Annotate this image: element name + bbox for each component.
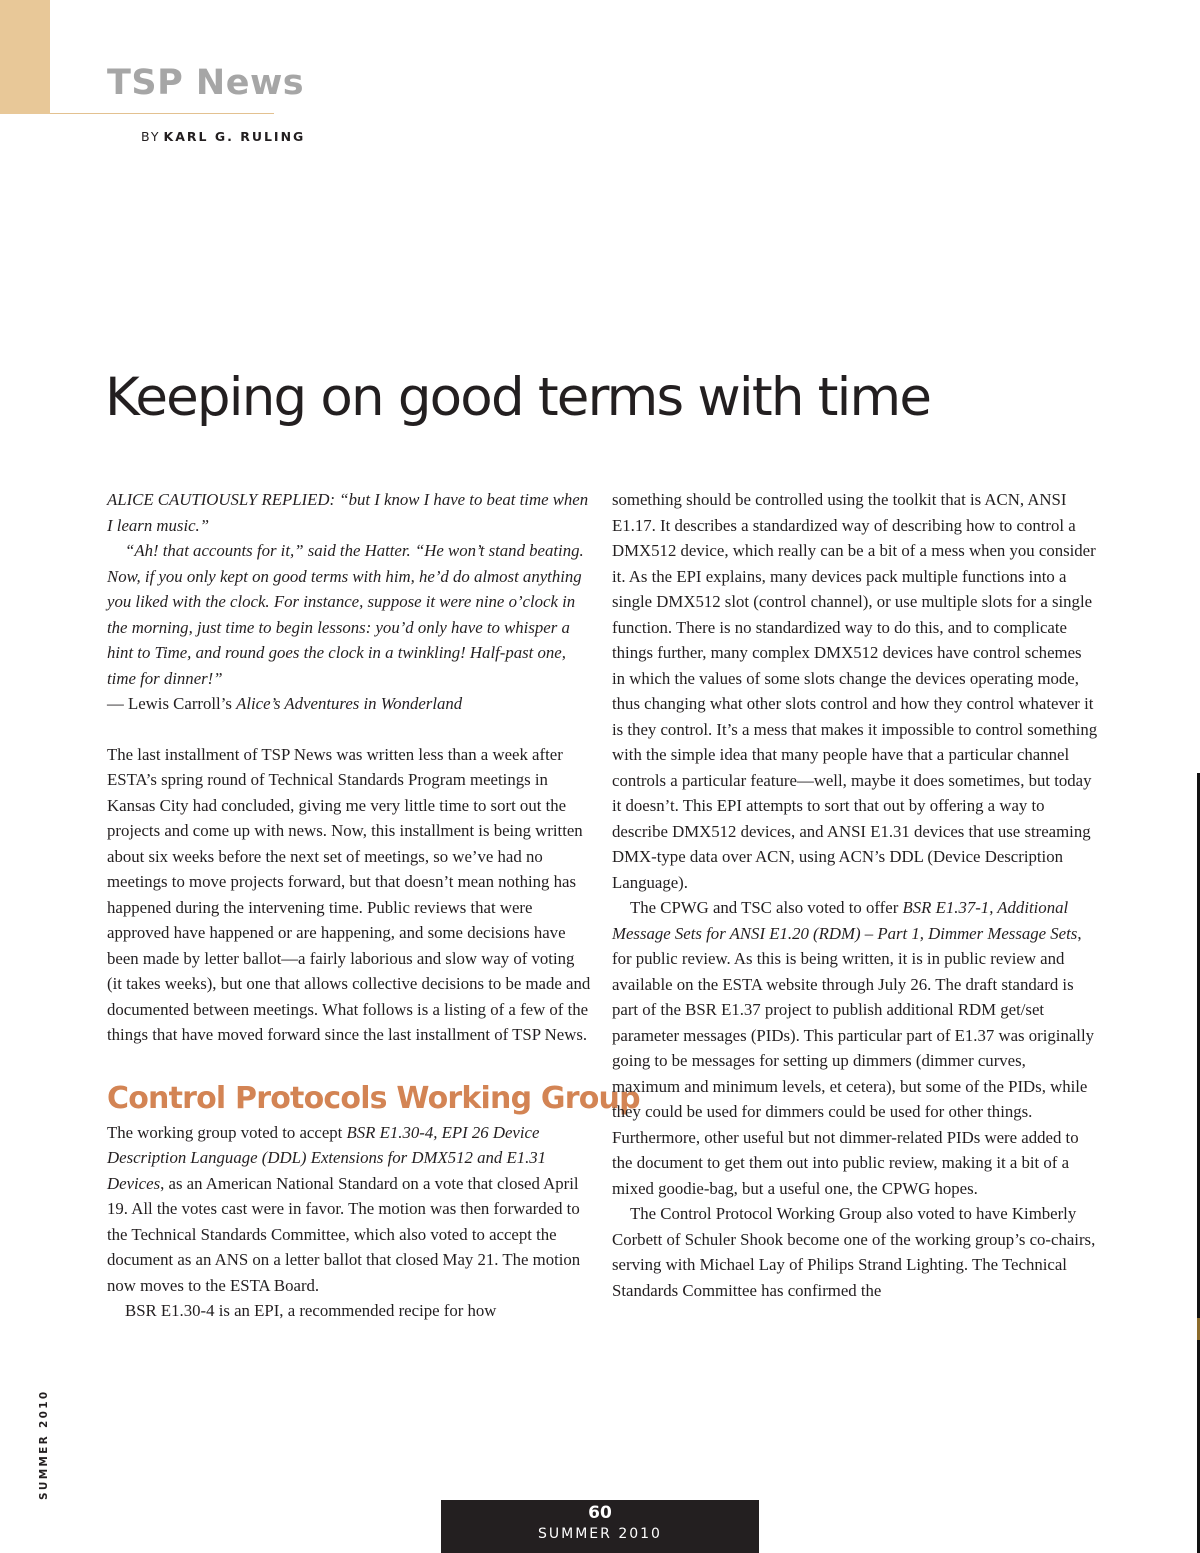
byline [141,129,305,144]
page-footer [441,1500,759,1553]
epigraph-line-2: “Ah! that accounts for it,” said the Hatter. “He won’t stand beating. Now, if you only kept on good terms with him, he’d do almost anything you liked with the clock. For instance, suppose it were nine o’clock in the morning, just time to begin lessons: you’d only have to whisper a hint to Time, and round goes the clock in a twinkling! Half-past one, time for dinner!” [107,541,584,688]
paragraph-epi-start: BSR E1.30-4 is an EPI, a recommended recipe for how [125,1301,497,1320]
corner-color-tab [0,0,50,114]
paragraph-co-chairs: The Control Protocol Working Group also voted to have Kimberly Corbett of Schuler Shook become one of the working group’s co-chairs, serving with Michael Lay of Philips Strand Lighting. The Technical Standards Committee has confirmed the [612,1204,1096,1300]
byline-prefix: BY [141,129,161,144]
intro-paragraph: The last installment of TSP News was written less than a week after ESTA’s spring round of Technical Standards Program meetings in Kansas City had concluded, giving me very little time to sort out the projects and come up with news. Now, this installment is being written about six weeks before the next set of meetings, so we’ve had no meetings to move projects forward, but that doesn’t mean nothing has happened during the intervening time. Public reviews that were approved have happened or are happening, and some decisions have been made by letter ballot—a fairly laborious and slow way of voting (it takes weeks), but one that allows collective decisions to be made and documented between meetings. What follows is a listing of a few of the things that have moved forward since the last installment of TSP News. [107,744,591,1044]
p1-text-b: , as an American National Standard on a vote that closed April 19. All the votes cast were in favor. The motion was then forwarded to the Technical Standards Committee, which also voted to accept the document as an ANS on a letter ballot that closed May 21. The motion now moves to the ESTA Board. [107,1173,581,1295]
paragraph-cpwg-vote [107,1120,593,1299]
page-number: 60 [588,1503,612,1523]
attribution-author: — Lewis Carroll’s [107,694,237,713]
footer-issue-label: SUMMER 2010 [538,1526,662,1542]
paragraph-rdm-review [612,895,1098,1201]
epigraph-line-1: ALICE CAUTIOUSLY REPLIED: “but I know I have to beat time when I learn music.” [107,490,589,535]
subhead-control-protocols: Control Protocols Working Group [107,1080,640,1116]
p1-text-a: The working group voted to accept [107,1122,347,1142]
article-column-left [107,487,640,1324]
header-rule [50,113,274,114]
p1-document-title: BSR E1.30-4, EPI 26 Device Description Language (DDL) Extensions for DMX512 and E1.31 Devices [107,1122,547,1193]
p3-text-b: , for public review. As this is being written, it is in public review and available on the ESTA website through July 26. The draft standard is part of the BSR E1.37 project to publish additional RDM get/set parameter messages (PIDs). This particular part of E1.37 was originally going to be messages for setting up dimmers (dimmer curves, maximum and minimum levels, et cetera), but some of the PIDs, while they could be used for dimmers could be used for other things. Furthermore, other useful but not dimmer-related PIDs were added to the document to get them out into public review, making it a bit of a mixed goodie-bag, but a useful one, the CPWG hopes. [612,923,1095,1198]
p3-document-title: BSR E1.37-1, Additional Message Sets for ANSI E1.20 (RDM) – Part 1, Dimmer Message Sets [612,898,1078,943]
section-title: TSP News [107,63,305,103]
paragraph-epi-continued: something should be controlled using the toolkit that is ACN, ANSI E1.17. It describes a standardized way of describing how to control a DMX512 device, which really can be a bit of a mess when you consider it. As the EPI explains, many devices pack multiple functions into a single DMX512 slot (control channel), or use multiple slots for a single function. There is no standardized way to do this, and to complicate things further, many complex DMX512 devices have control schemes in which the values of some slots change the devices operating mode, thus changing what other slots control and how they control whatever it is they control. It’s a mess that makes it impossible to control something with the simple idea that many people have that a particular channel controls a particular feature—well, maybe it does sometimes, but today it doesn’t. This EPI attempts to sort that out by offering a way to describe DMX512 devices, and ANSI E1.31 devices that use streaming DMX-type data over ACN, using ACN’s DDL (Device Description Language). [612,490,1098,892]
byline-author: KARL G. RULING [163,129,306,144]
attribution-title: Alice’s Adventures in Wonderland [236,694,463,713]
article-headline: Keeping on good terms with time [105,367,931,428]
epigraph-attribution [107,691,593,717]
side-issue-label: SUMMER 2010 [38,1389,50,1500]
article-column-right [612,487,1098,1303]
p3-text-a: The CPWG and TSC also voted to offer [630,898,903,917]
